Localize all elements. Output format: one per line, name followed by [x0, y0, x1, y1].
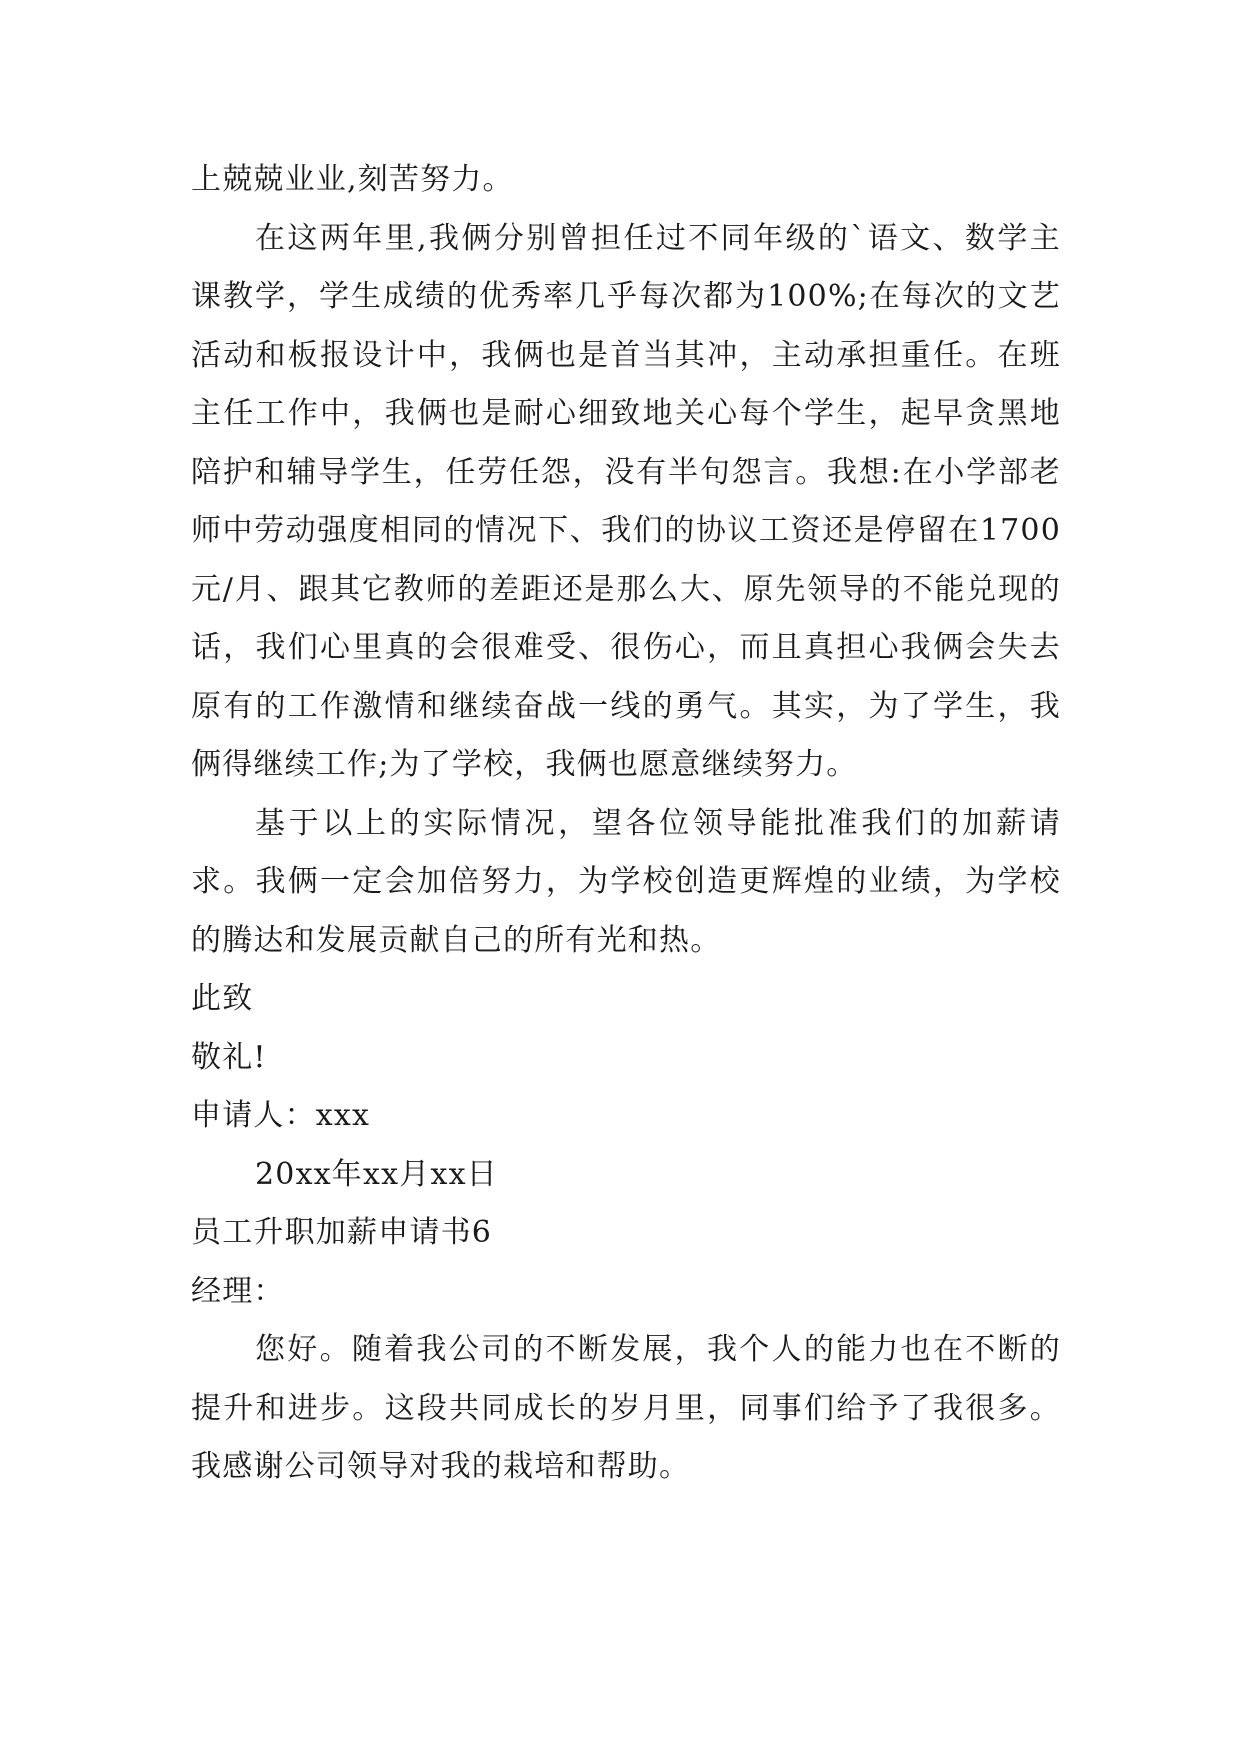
- paragraph-continuation: 上兢兢业业,刻苦努力。: [191, 162, 514, 197]
- closing-regards: 敬礼!: [191, 1039, 267, 1075]
- paragraph-two-years: 在这两年里,我俩分别曾担任过不同年级的`语文、数学主课教学，学生成绩的优秀率几乎每次都为100%;在每次的文艺活动和板报设计中，我俩也是首当其冲，主动承担重任。在班主任工作中，我俩也是耐心细致地关心每个学生，起早贪黑地陪护和辅导学生，任劳任怨，没有半句怨言。我想:在小学部老师中劳动强度相同的情况下、我们的协议工资还是停留在1700元/月、跟其它教师的差距还是那么大、原先领导的不能兑现的话，我们心里真的会很难受、很伤心，而且真担心我俩会失去原有的工作激情和继续奋战一线的勇气。其实，为了学生，我俩得继续工作;为了学校，我俩也愿意继续努力。: [191, 220, 1061, 782]
- document-body: [191, 151, 1061, 1497]
- date-line: 20xx年xx月xx日: [255, 1156, 498, 1192]
- applicant-line: 申请人：xxx: [191, 1098, 371, 1133]
- recipient-line: 经理：: [191, 1273, 285, 1309]
- section-title: 员工升职加薪申请书6: [191, 1215, 493, 1250]
- paragraph-request: 基于以上的实际情况，望各位领导能批准我们的加薪请求。我俩一定会加倍努力，为学校创造更辉煌的业绩，为学校的腾达和发展贡献自己的所有光和热。: [191, 805, 1061, 958]
- paragraph-greeting: 您好。随着我公司的不断发展，我个人的能力也在不断的提升和进步。这段共同成长的岁月里，同事们给予了我很多。我感谢公司领导对我的栽培和帮助。: [191, 1332, 1061, 1484]
- closing-salutation: 此致: [191, 981, 254, 1016]
